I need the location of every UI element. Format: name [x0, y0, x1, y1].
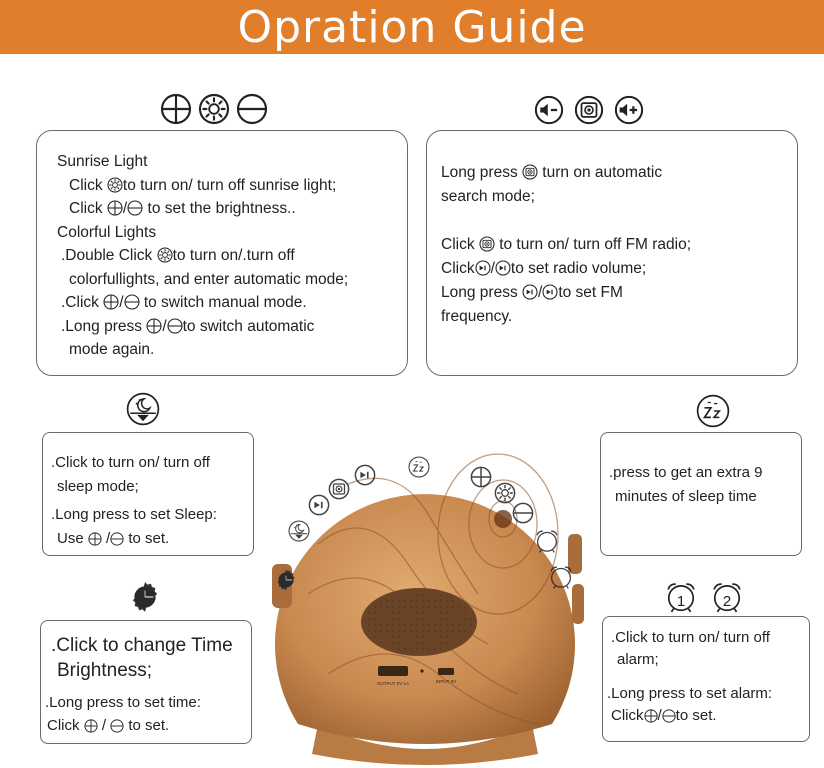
- wood-grain-alarm-clock: [258, 424, 592, 768]
- minus-circle-icon: [513, 503, 532, 522]
- alarm-line-3: .Long press to set alarm:: [607, 685, 773, 702]
- plus-circle-icon: [162, 95, 190, 123]
- time-panel: [40, 620, 252, 744]
- sleep-mode-icon: [289, 521, 309, 541]
- page-title: Opration Guide: [237, 1, 587, 53]
- usb-input-port: [438, 668, 454, 675]
- plus-circle-icon: [103, 294, 119, 310]
- radio-panel: [426, 130, 798, 376]
- sleep-line-3: .Long press to set Sleep:: [51, 506, 217, 523]
- skip-icon: [475, 260, 491, 276]
- alarm-line-4: Click / to set.: [611, 707, 717, 724]
- time-line-3: .Long press to set time:: [45, 694, 201, 711]
- skip-icon: [355, 465, 374, 484]
- volume-up-icon: [616, 97, 642, 123]
- sleep-line-4: Use / to set.: [57, 530, 170, 547]
- alarm-2-label: 2: [722, 593, 732, 610]
- time-line-2: Brightness;: [57, 660, 153, 681]
- radio-icon: [329, 479, 348, 498]
- output-port-label: OUTPUT 5V 1A: [377, 681, 409, 686]
- radio-icon: [522, 164, 538, 180]
- snooze-panel: [600, 432, 802, 556]
- plus-circle-icon: [88, 532, 102, 546]
- sunrise-heading: Sunrise Light: [57, 153, 148, 170]
- sun-icon: [200, 95, 228, 123]
- side-button-2: [572, 584, 584, 624]
- light-panel: [36, 130, 408, 376]
- plus-circle-icon: [84, 719, 98, 733]
- volume-down-icon: [536, 97, 562, 123]
- sun-icon: [107, 177, 123, 193]
- usb-output-port: [378, 666, 408, 676]
- input-port-label: INPUT 5V: [435, 679, 457, 684]
- alarm-panel: [602, 616, 810, 742]
- alarm-line-1: .Click to turn on/ turn off: [611, 629, 770, 646]
- plus-circle-icon: [146, 318, 162, 334]
- skip-icon: [522, 284, 538, 300]
- radio-line-5: Long press / to set FM: [441, 284, 623, 301]
- sun-icon: [495, 483, 514, 502]
- colorful-line-4: .Long press / to switch automatic: [61, 317, 315, 335]
- brightness-knob-icon: [128, 580, 162, 614]
- minus-circle-icon: [662, 709, 676, 723]
- colorful-line-3: .Click / to switch manual mode.: [61, 294, 307, 311]
- sun-icon: [157, 247, 173, 263]
- plus-circle-icon: [471, 467, 490, 486]
- radio-line-1: Long press turn on automatic: [441, 164, 663, 181]
- radio-line-4: Click / to set radio volume;: [441, 260, 647, 277]
- time-line-4: Click / to set.: [47, 717, 170, 734]
- skip-icon: [542, 284, 558, 300]
- minus-circle-icon: [110, 719, 124, 733]
- radio-spacer: [441, 209, 797, 233]
- snooze-zz-icon: [696, 394, 730, 428]
- sleep-panel: [42, 432, 254, 556]
- time-line-1: .Click to change Time: [51, 635, 233, 656]
- sleep-mode-icon: [126, 392, 160, 426]
- plus-circle-icon: [107, 200, 123, 216]
- skip-icon: [495, 260, 511, 276]
- radio-line-2: search mode;: [441, 188, 535, 205]
- minus-circle-icon: [127, 200, 143, 216]
- sleep-line-1: .Click to turn on/ turn off: [51, 454, 210, 471]
- snooze-line-1: .press to get an extra 9: [609, 464, 763, 481]
- colorful-line-2: colorfullights, and enter automatic mode;: [69, 270, 349, 288]
- radio-line-3: Click to turn on/ turn off FM radio;: [441, 236, 692, 253]
- side-button-1: [568, 534, 582, 574]
- skip-icon: [309, 495, 328, 514]
- light-icons: [160, 92, 270, 131]
- radio-icon: [479, 236, 495, 252]
- alarm-1-label: 1: [676, 593, 686, 610]
- radio-line-6: frequency.: [441, 308, 513, 325]
- radio-icons: [534, 94, 646, 131]
- snooze-zz-icon: [409, 457, 429, 477]
- colorful-line-5: mode again.: [69, 341, 155, 358]
- minus-circle-icon: [110, 532, 124, 546]
- minus-circle-icon: [124, 294, 140, 310]
- snooze-line-2: minutes of sleep time: [615, 488, 757, 505]
- alarm-icons: [664, 578, 748, 619]
- minus-circle-icon: [167, 318, 183, 334]
- plus-circle-icon: [644, 709, 658, 723]
- colorful-heading: Colorful Lights: [57, 223, 157, 241]
- minus-circle-icon: [238, 95, 266, 123]
- sunrise-line-1: Click to turn on/ turn off sunrise light;: [69, 176, 337, 194]
- sunrise-line-2: Click / to set the brightness..: [69, 200, 296, 217]
- sleep-line-2: sleep mode;: [57, 478, 139, 495]
- header-banner: [0, 0, 824, 54]
- colorful-line-1: .Double Click to turn on/.turn off: [61, 247, 295, 264]
- radio-icon: [576, 97, 602, 123]
- alarm-line-2: alarm;: [617, 651, 659, 668]
